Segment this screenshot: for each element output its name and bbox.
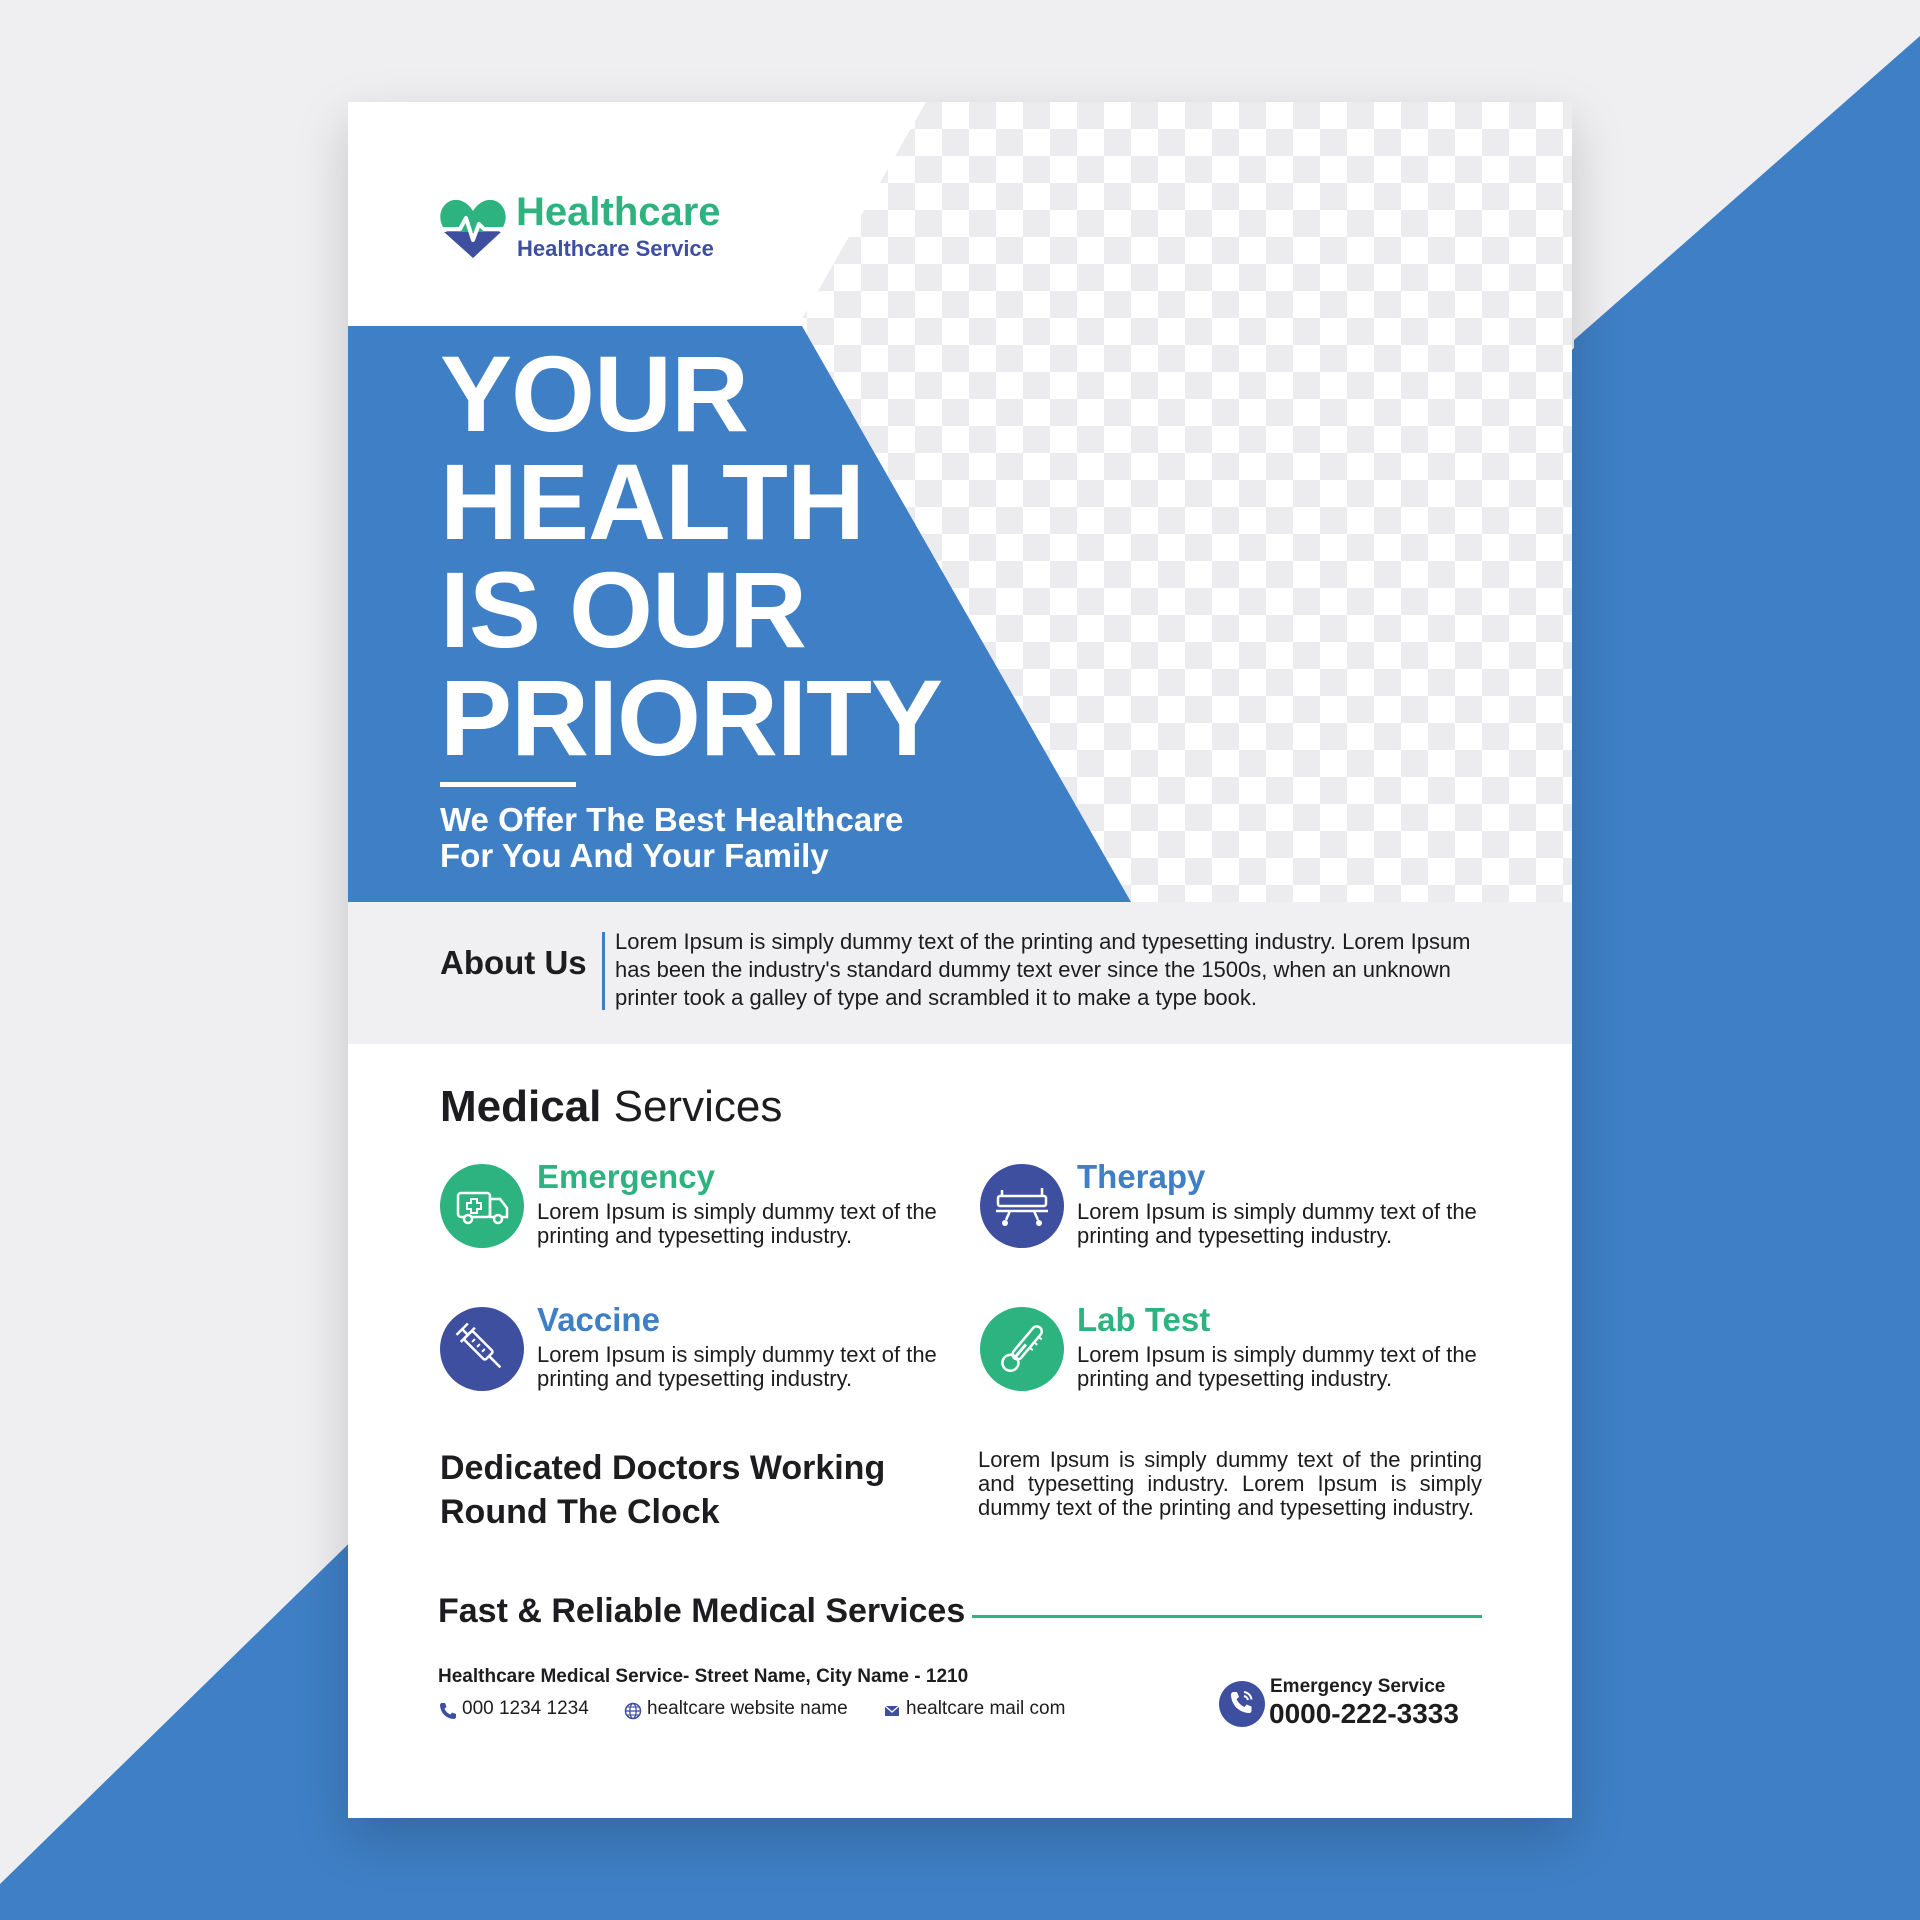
emergency-phone: 0000-222-3333 <box>1269 1698 1459 1729</box>
ambulance-icon <box>440 1164 524 1248</box>
flyer-page <box>348 102 1572 1818</box>
tagline-line: We Offer The Best Healthcare <box>440 801 904 838</box>
service-name: Lab Test <box>1077 1301 1211 1338</box>
tagline <box>440 802 903 874</box>
logo-name: Healthcare <box>516 190 721 234</box>
service-name: Therapy <box>1077 1158 1206 1195</box>
about-text: Lorem Ipsum is simply dummy text of the printing and typesetting industry. Lorem Ipsum has been the industry's standard dummy text ever since the 1500s, when an unknown printer took a galley of type and scrambled it to make a type book. <box>615 929 1471 1010</box>
service-description: Lorem Ipsum is simply dummy text of the printing and typesetting industry. <box>1077 1342 1477 1391</box>
headline <box>440 333 943 778</box>
service-description: Lorem Ipsum is simply dummy text of the printing and typesetting industry. <box>537 1199 937 1248</box>
headline-line: IS OUR <box>440 549 807 670</box>
about-divider <box>602 932 605 1010</box>
phone-call-icon <box>1218 1680 1266 1728</box>
emergency-service <box>1218 1676 1478 1732</box>
service-emergency <box>440 1158 960 1274</box>
service-therapy <box>980 1158 1500 1274</box>
syringe-icon <box>440 1307 524 1391</box>
website-text: healtcare website name <box>647 1698 848 1719</box>
service-vaccine <box>440 1301 960 1417</box>
medical-services-title <box>440 1082 782 1132</box>
service-lab-test <box>980 1301 1500 1417</box>
about-title: About Us <box>440 944 587 981</box>
dedicated-title-line: Dedicated Doctors Working <box>440 1449 886 1487</box>
service-name: Vaccine <box>537 1301 660 1338</box>
dedicated-text: Lorem Ipsum is simply dummy text of the printing and typesetting industry. Lorem Ipsum is simply dummy text of the printing and typesetting industry. <box>978 1447 1482 1520</box>
tagline-line: For You And Your Family <box>440 837 829 874</box>
emergency-label: Emergency Service <box>1270 1676 1446 1697</box>
title-bold: Medical <box>440 1082 602 1131</box>
service-description: Lorem Ipsum is simply dummy text of the printing and typesetting industry. <box>1077 1199 1477 1248</box>
globe-icon <box>623 1701 643 1721</box>
footer-divider <box>972 1615 1482 1618</box>
headline-line: YOUR <box>440 333 749 454</box>
dedicated-title <box>440 1446 885 1534</box>
hospital-bed-icon <box>980 1164 1064 1248</box>
address: Healthcare Medical Service- Street Name, City Name - 1210 <box>438 1666 969 1687</box>
mail-icon <box>882 1701 902 1721</box>
heart-pulse-icon <box>440 196 506 260</box>
headline-divider <box>440 782 576 787</box>
headline-line: HEALTH <box>440 441 864 562</box>
phone-icon <box>438 1701 458 1721</box>
email-text: healtcare mail com <box>906 1698 1066 1719</box>
logo <box>440 190 760 266</box>
service-description: Lorem Ipsum is simply dummy text of the printing and typesetting industry. <box>537 1342 937 1391</box>
thermometer-icon <box>980 1307 1064 1391</box>
footer-title: Fast & Reliable Medical Services <box>438 1592 966 1630</box>
phone-text: 000 1234 1234 <box>462 1698 589 1719</box>
headline-line: PRIORITY <box>440 657 943 778</box>
service-name: Emergency <box>537 1158 715 1195</box>
logo-subtitle: Healthcare Service <box>517 236 714 261</box>
title-regular: Services <box>601 1082 783 1131</box>
dedicated-title-line: Round The Clock <box>440 1493 720 1531</box>
about-section <box>348 902 1572 1044</box>
